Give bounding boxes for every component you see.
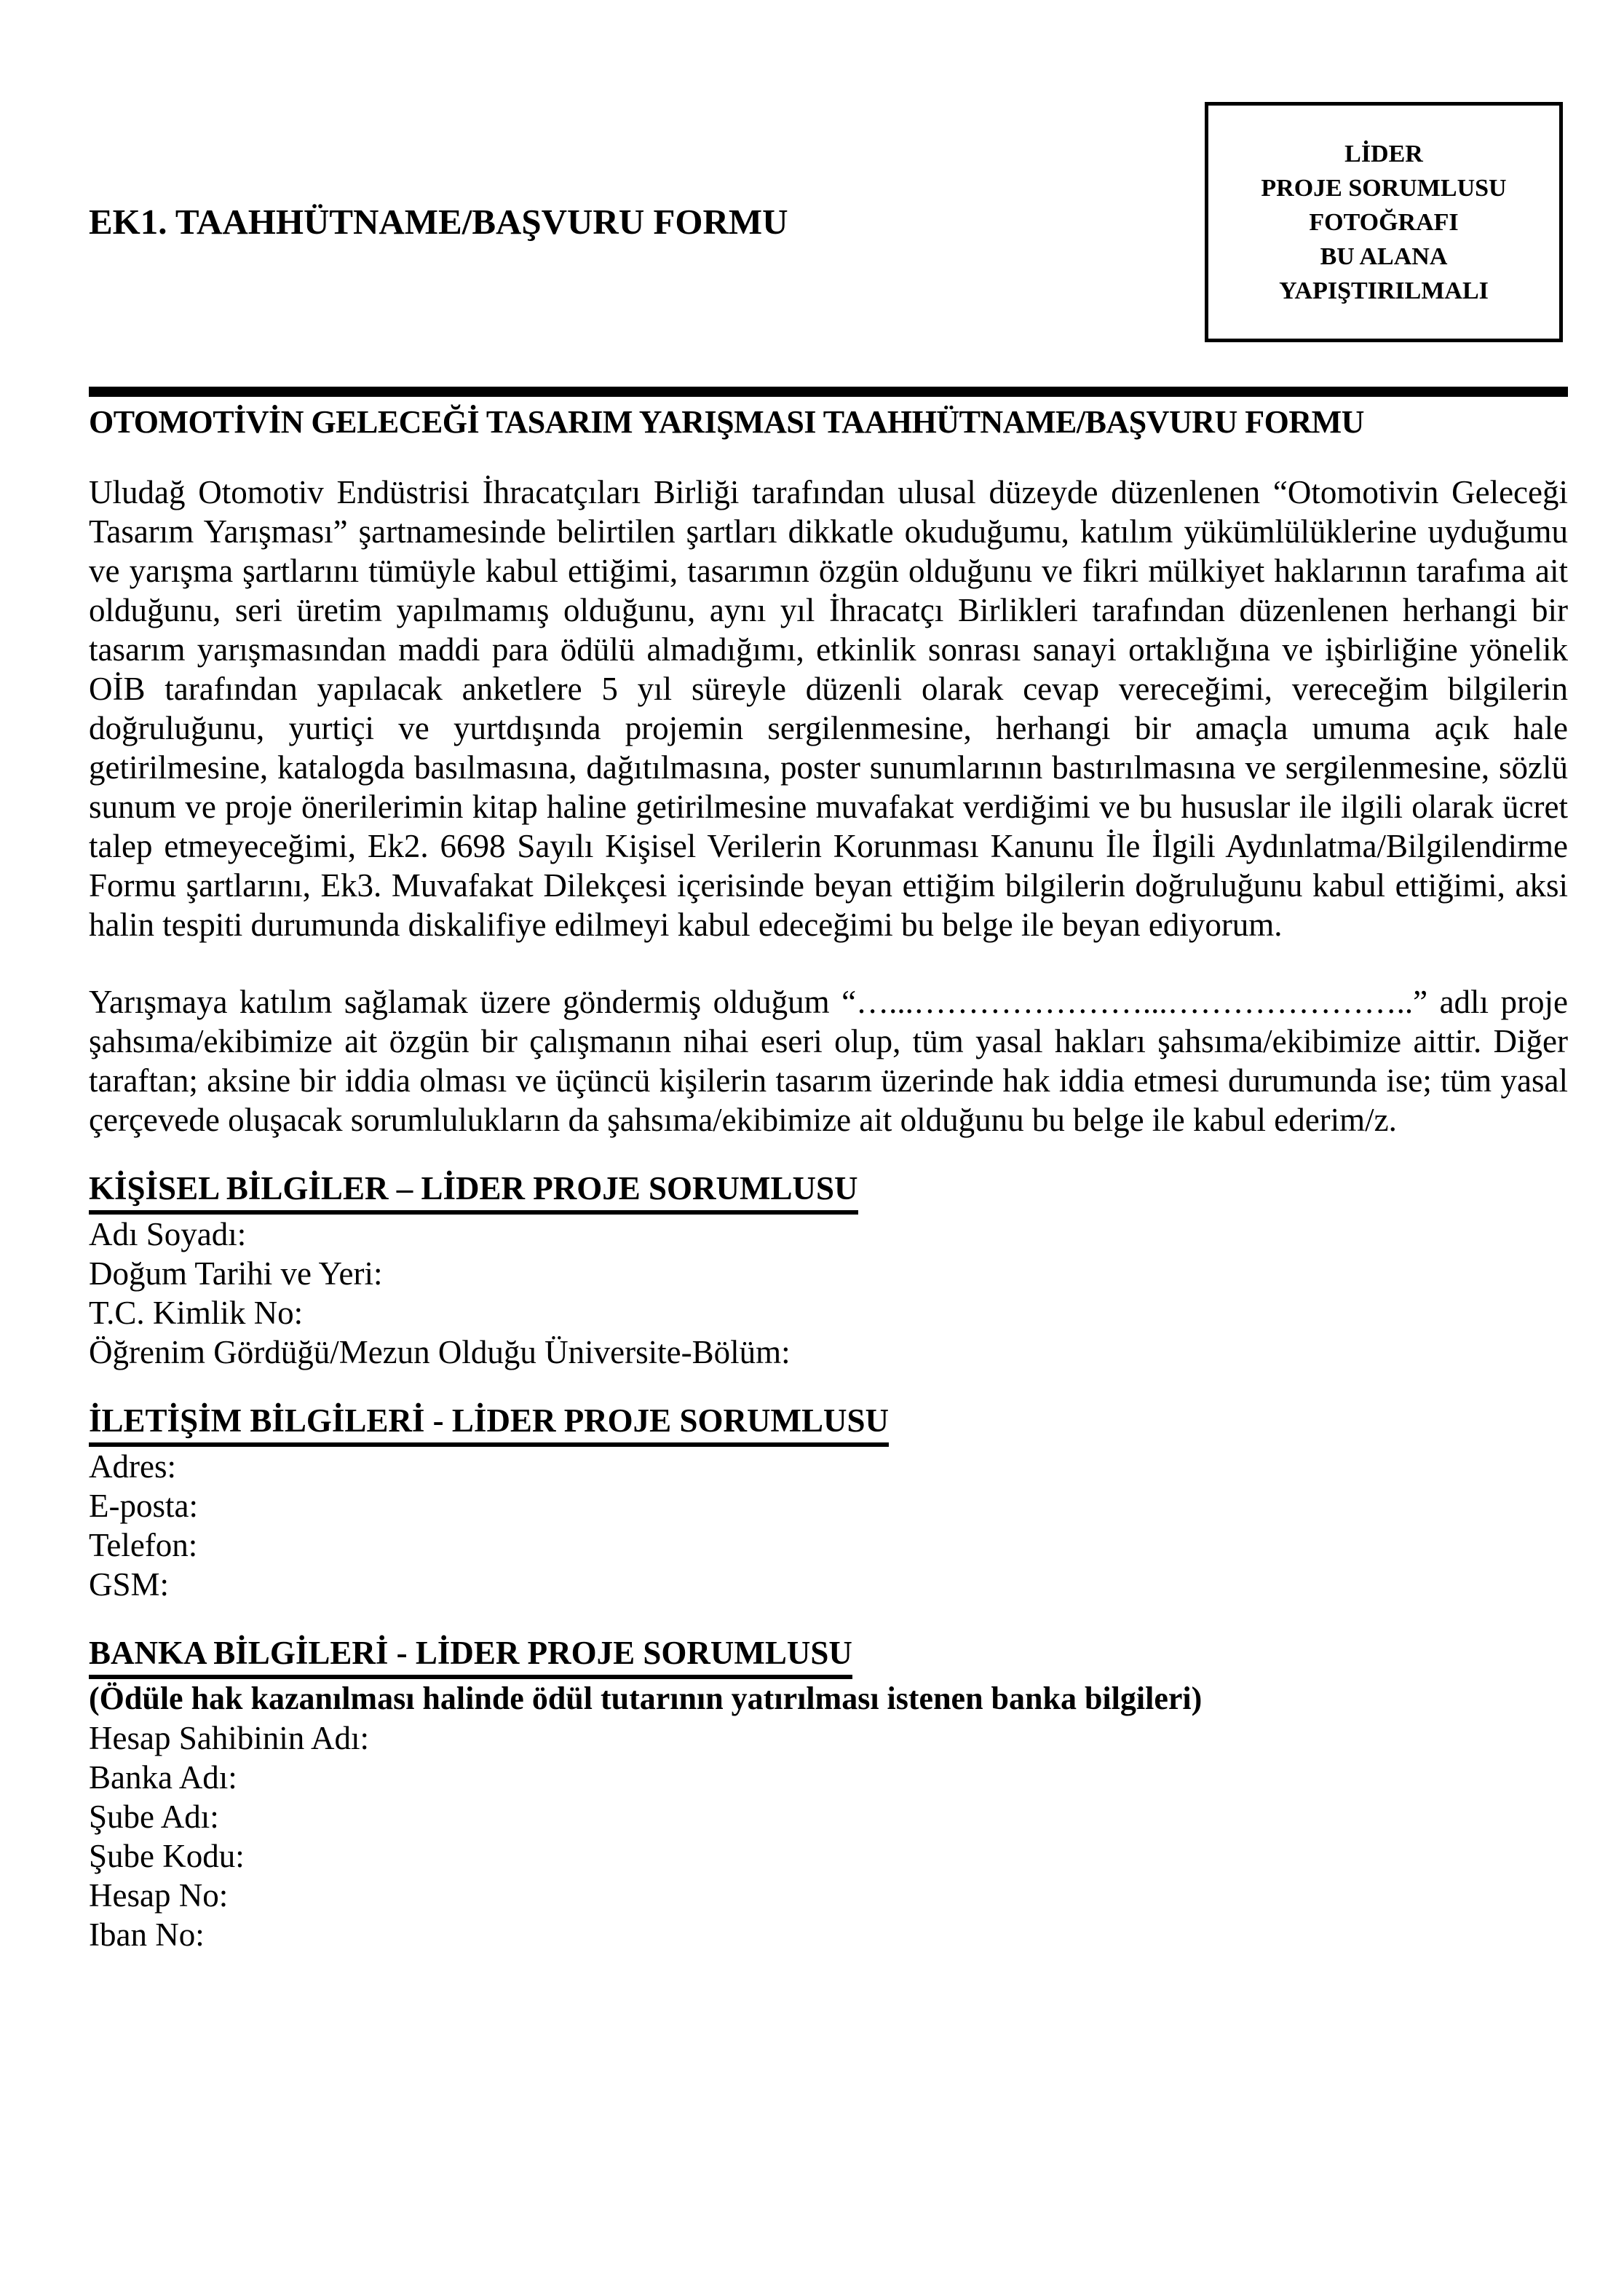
section-heading: KİŞİSEL BİLGİLER – LİDER PROJE SORUMLUSU bbox=[89, 1169, 858, 1215]
project-ownership-paragraph: Yarışmaya katılım sağlamak üzere göndermiş olduğum “…...…………………...…………………..” adlı proje şahsıma/ekibimize ait özgün bir çalışmanın nihai eseri olup, tüm yasal hakları şahsıma/ekibimize aittir. Diğer taraftan; aksine bir iddia olması ve üçüncü kişilerin tasarım üzerinde hak iddia etmesi durumunda ise; tüm yasal çerçevede oluşacak sorumlulukların da şahsıma/ekibimize ait olduğunu bu belge ile kabul ederim/z. bbox=[89, 984, 1568, 1138]
section-bank-info bbox=[89, 1633, 1568, 1954]
horizontal-rule bbox=[89, 387, 1568, 397]
form-heading: OTOMOTİVİN GELECEĞİ TASARIM YARIŞMASI TAAHHÜTNAME/BAŞVURU FORMU bbox=[89, 404, 1364, 440]
field-label: GSM: bbox=[89, 1566, 170, 1603]
section-heading: İLETİŞİM BİLGİLERİ - LİDER PROJE SORUMLUSU bbox=[89, 1401, 889, 1447]
field-label: Öğrenim Gördüğü/Mezun Olduğu Üniversite-Bölüm: bbox=[89, 1334, 791, 1370]
photo-placeholder-box bbox=[1205, 102, 1563, 342]
field-label: Doğum Tarihi ve Yeri: bbox=[89, 1255, 383, 1292]
field-label: Banka Adı: bbox=[89, 1759, 237, 1796]
bank-info-note: (Ödüle hak kazanılması halinde ödül tutarının yatırılması istenen banka bilgileri) bbox=[89, 1681, 1203, 1716]
field-label: Telefon: bbox=[89, 1527, 198, 1563]
field-label: T.C. Kimlik No: bbox=[89, 1295, 304, 1331]
photo-box-line: YAPIŞTIRILMALI bbox=[1279, 277, 1489, 304]
photo-box-line: PROJE SORUMLUSU bbox=[1261, 174, 1507, 202]
photo-box-line: FOTOĞRAFI bbox=[1309, 208, 1459, 236]
section-personal-info bbox=[89, 1169, 1568, 1372]
field-label: Iban No: bbox=[89, 1916, 205, 1953]
document-title: EK1. TAAHHÜTNAME/BAŞVURU FORMU bbox=[89, 202, 788, 242]
field-label: Adı Soyadı: bbox=[89, 1216, 247, 1252]
document-content bbox=[89, 387, 1568, 1954]
photo-box-line: BU ALANA bbox=[1320, 242, 1448, 270]
field-label: Adres: bbox=[89, 1448, 176, 1485]
section-heading: BANKA BİLGİLERİ - LİDER PROJE SORUMLUSU bbox=[89, 1633, 852, 1679]
photo-box-line: LİDER bbox=[1344, 140, 1423, 167]
field-label: Hesap Sahibinin Adı: bbox=[89, 1720, 369, 1756]
section-contact-info bbox=[89, 1401, 1568, 1604]
field-label: Şube Adı: bbox=[89, 1799, 219, 1835]
field-label: Şube Kodu: bbox=[89, 1838, 245, 1874]
field-label: E-posta: bbox=[89, 1488, 198, 1524]
declaration-paragraph: Uludağ Otomotiv Endüstrisi İhracatçıları Birliği tarafından ulusal düzeyde düzenlenen “Otomotivin Geleceği Tasarım Yarışması” şartnamesinde belirtilen şartları dikkatle okuduğumu, katılım yükümlülüklerine uyduğumu ve yarışma şartlarını tümüyle kabul ettiğimi, tasarımın özgün olduğunu ve fikri mülkiyet haklarının tarafıma ait olduğunu, seri üretim yapılmamış olduğunu, aynı yıl İhracatçı Birlikleri tarafından düzenlenen herhangi bir tasarım yarışmasından maddi para ödülü almadığımı, etkinlik sonrası sanayi ortaklığına ve işbirliğine yönelik OİB tarafından yapılacak anketlere 5 yıl süreyle düzenli olarak cevap vereceğimi, vereceğim bilgilerin doğruluğunu, yurtiçi ve yurtdışında projemin sergilenmesine, herhangi bir amaçla umuma açık hale getirilmesine, katalogda basılmasına, dağıtılmasına, poster sunumlarının bastırılmasına ve sergilenmesine, sözlü sunum ve proje önerilerimin kitap haline getirilmesine muvafakat verdiğimi ve bu hususlar ile ilgili olarak ücret talep etmeyeceğimi, Ek2. 6698 Sayılı Kişisel Verilerin Korunması Kanunu İle İlgili Aydınlatma/Bilgilendirme Formu şartlarını, Ek3. Muvafakat Dilekçesi içerisinde beyan ettiğim bilgilerin doğruluğunu kabul ettiğimi, aksi halin tespiti durumunda diskalifiye edilmeyi kabul edeceğimi bu belge ile beyan ediyorum. bbox=[89, 474, 1568, 943]
field-label: Hesap No: bbox=[89, 1877, 229, 1914]
